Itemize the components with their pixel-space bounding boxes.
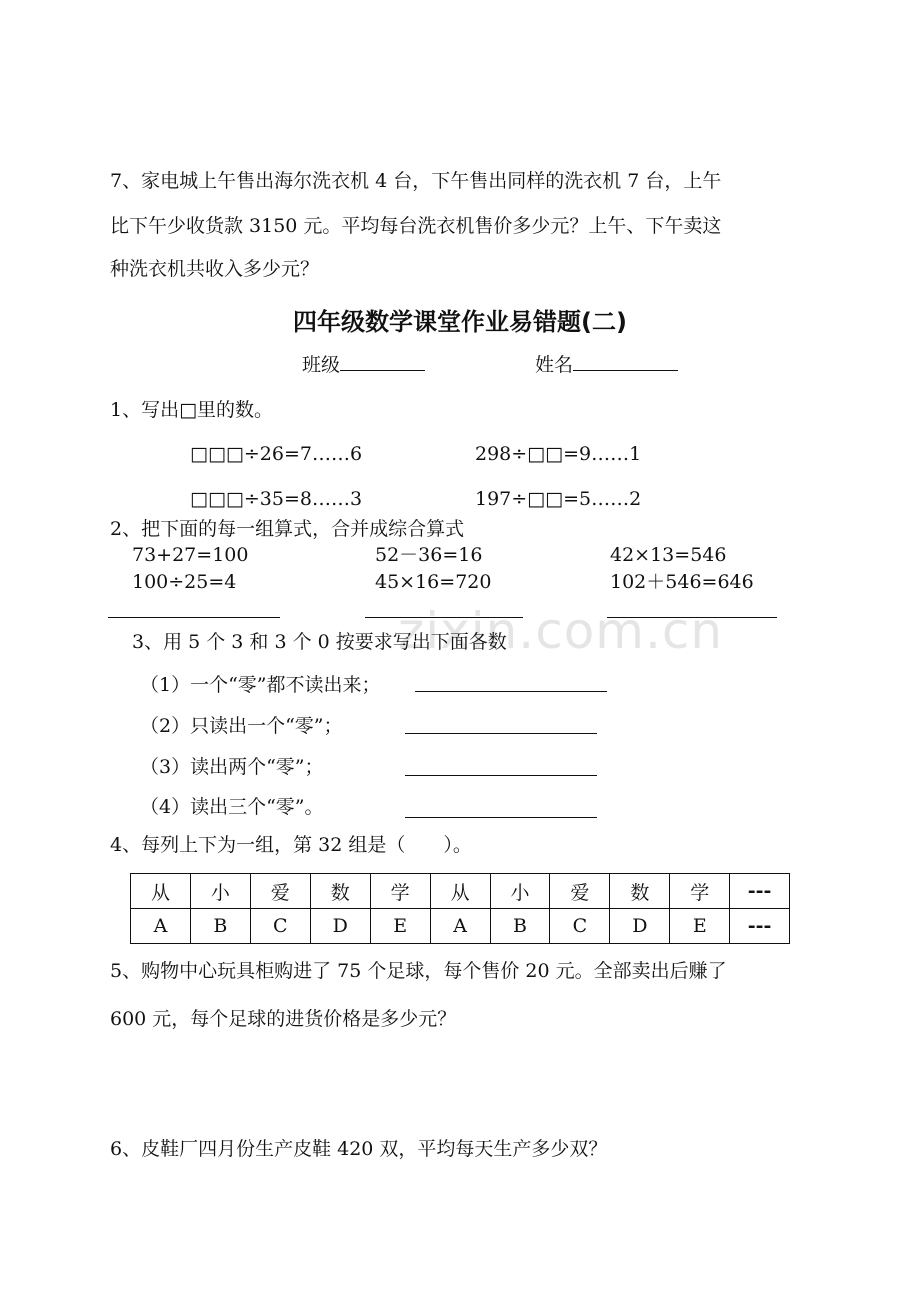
- q1-item-1: □□□÷26=7……6: [190, 443, 363, 465]
- group-table-row-letters: [131, 909, 790, 944]
- q3-prompt: 3、用 5 个 3 和 3 个 0 按要求写出下面各数: [132, 631, 507, 653]
- q1-item-2: 298÷□□=9……1: [475, 443, 642, 465]
- q2-g1-eq2: 100÷25=4: [132, 571, 237, 593]
- group-table: [130, 873, 790, 944]
- q1-item-4: 197÷□□=5……2: [475, 488, 642, 510]
- class-label: 班级: [302, 354, 341, 376]
- q6-text: 6、皮鞋厂四月份生产皮鞋 420 双，平均每天生产多少双？: [110, 1138, 608, 1160]
- table-cell: 小: [190, 874, 250, 909]
- table-cell: D: [310, 909, 370, 944]
- name-field: [535, 352, 678, 375]
- q3-item-2: （2）只读出一个“零”；: [140, 715, 343, 737]
- q1-prompt: 1、写出□里的数。: [110, 399, 274, 421]
- table-cell: 爱: [250, 874, 310, 909]
- q3-item-1: （1）一个“零”都不读出来；: [140, 674, 381, 696]
- table-cell: 从: [430, 874, 490, 909]
- page-title: 四年级数学课堂作业易错题(二): [293, 308, 627, 336]
- q7-line-3: 种洗衣机共收入多少元？: [110, 258, 320, 280]
- table-cell: 小: [490, 874, 550, 909]
- q3-answer-line-2[interactable]: [405, 733, 597, 734]
- q2-prompt: 2、把下面的每一组算式，合并成综合算式: [110, 518, 465, 540]
- q2-g1-eq1: 73+27=100: [132, 544, 249, 566]
- table-cell: 爱: [550, 874, 610, 909]
- table-cell: ---: [730, 909, 790, 944]
- table-cell: A: [131, 909, 191, 944]
- q2-g3-eq1: 42×13=546: [610, 544, 727, 566]
- q2-g2-eq2: 45×16=720: [375, 571, 492, 593]
- table-cell: D: [610, 909, 670, 944]
- q3-item-3: （3）读出两个“零”；: [140, 756, 324, 778]
- table-cell: C: [250, 909, 310, 944]
- table-cell: 数: [310, 874, 370, 909]
- q5-line-2: 600 元，每个足球的进货价格是多少元？: [110, 1008, 457, 1030]
- name-blank[interactable]: [573, 352, 678, 371]
- q1-item-3: □□□÷35=8……3: [190, 488, 363, 510]
- table-cell: B: [490, 909, 550, 944]
- q2-answer-line-1[interactable]: [108, 617, 280, 618]
- table-cell: ---: [730, 874, 790, 909]
- q3-answer-line-1[interactable]: [415, 691, 607, 692]
- table-cell: A: [430, 909, 490, 944]
- q3-item-4: （4）读出三个“零”。: [140, 796, 324, 818]
- q7-line-1: 7、家电城上午售出海尔洗衣机 4 台，下午售出同样的洗衣机 7 台，上午: [110, 170, 722, 192]
- q2-g2-eq1: 52－36=16: [375, 544, 483, 566]
- table-cell: 学: [370, 874, 430, 909]
- class-field: [302, 352, 425, 375]
- table-cell: E: [370, 909, 430, 944]
- q4-prompt: 4、每列上下为一组，第 32 组是（ ）。: [110, 834, 472, 856]
- table-cell: 从: [131, 874, 191, 909]
- table-cell: C: [550, 909, 610, 944]
- q5-line-1: 5、购物中心玩具柜购进了 75 个足球，每个售价 20 元。全部卖出后赚了: [110, 960, 727, 982]
- q3-answer-line-4[interactable]: [405, 817, 597, 818]
- name-label: 姓名: [535, 354, 574, 376]
- table-cell: E: [670, 909, 730, 944]
- group-table-row-chars: [131, 874, 790, 909]
- class-blank[interactable]: [340, 352, 425, 371]
- table-cell: 学: [670, 874, 730, 909]
- watermark: zixin.com.cn: [398, 602, 724, 660]
- q2-g3-eq2: 102＋546=646: [610, 571, 754, 593]
- table-cell: B: [190, 909, 250, 944]
- q3-answer-line-3[interactable]: [405, 775, 597, 776]
- table-cell: 数: [610, 874, 670, 909]
- q7-line-2: 比下午少收货款 3150 元。平均每台洗衣机售价多少元？上午、下午卖这: [110, 215, 722, 237]
